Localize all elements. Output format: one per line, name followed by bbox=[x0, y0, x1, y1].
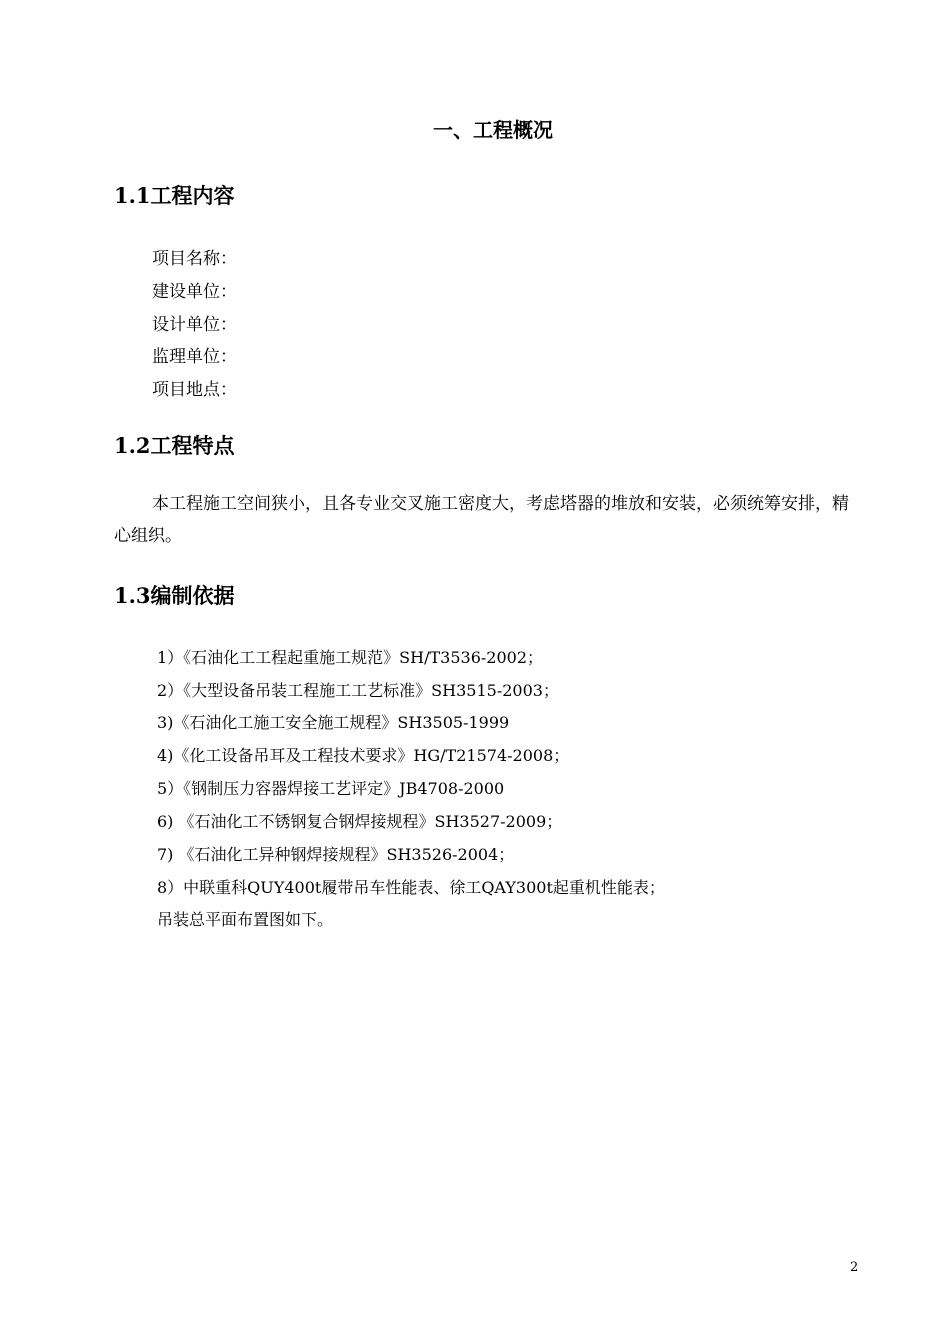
field-construction-unit: 建设单位： bbox=[152, 282, 237, 302]
reference-item: 4)《化工设备吊耳及工程技术要求》HG/T21574-2008； bbox=[157, 746, 570, 765]
field-project-location: 项目地点： bbox=[152, 380, 237, 400]
document-title: 一、工程概况 bbox=[433, 118, 553, 142]
field-project-name: 项目名称： bbox=[152, 249, 237, 269]
reference-item: 6) 《石油化工不锈钢复合钢焊接规程》SH3527-2009； bbox=[157, 812, 563, 831]
layout-plan-note: 吊装总平面布置图如下。 bbox=[157, 910, 334, 929]
project-features-paragraph: 本工程施工空间狭小，且各专业交叉施工密度大，考虑塔器的堆放和安装，必须统筹安排，精心组织。 bbox=[114, 494, 849, 546]
section-heading-1-2: 1.2工程特点 bbox=[114, 433, 235, 458]
reference-item: 1）《石油化工工程起重施工规范》SH/T3536-2002； bbox=[157, 648, 544, 667]
field-design-unit: 设计单位： bbox=[152, 315, 237, 335]
section-heading-1-1: 1.1工程内容 bbox=[114, 183, 235, 208]
page-number: 2 bbox=[850, 1260, 859, 1275]
reference-item: 7) 《石油化工异种钢焊接规程》SH3526-2004； bbox=[157, 845, 515, 864]
reference-item: 2）《大型设备吊装工程施工工艺标准》SH3515-2003； bbox=[157, 681, 559, 700]
reference-item: 3)《石油化工施工安全施工规程》SH3505-1999 bbox=[157, 713, 510, 732]
section-heading-1-3: 1.3编制依据 bbox=[114, 583, 235, 608]
reference-item: 5）《钢制压力容器焊接工艺评定》JB4708-2000 bbox=[157, 779, 505, 798]
reference-item: 8）中联重科QUY400t履带吊车性能表、徐工QAY300t起重机性能表； bbox=[157, 878, 665, 897]
field-supervision-unit: 监理单位： bbox=[152, 347, 237, 367]
